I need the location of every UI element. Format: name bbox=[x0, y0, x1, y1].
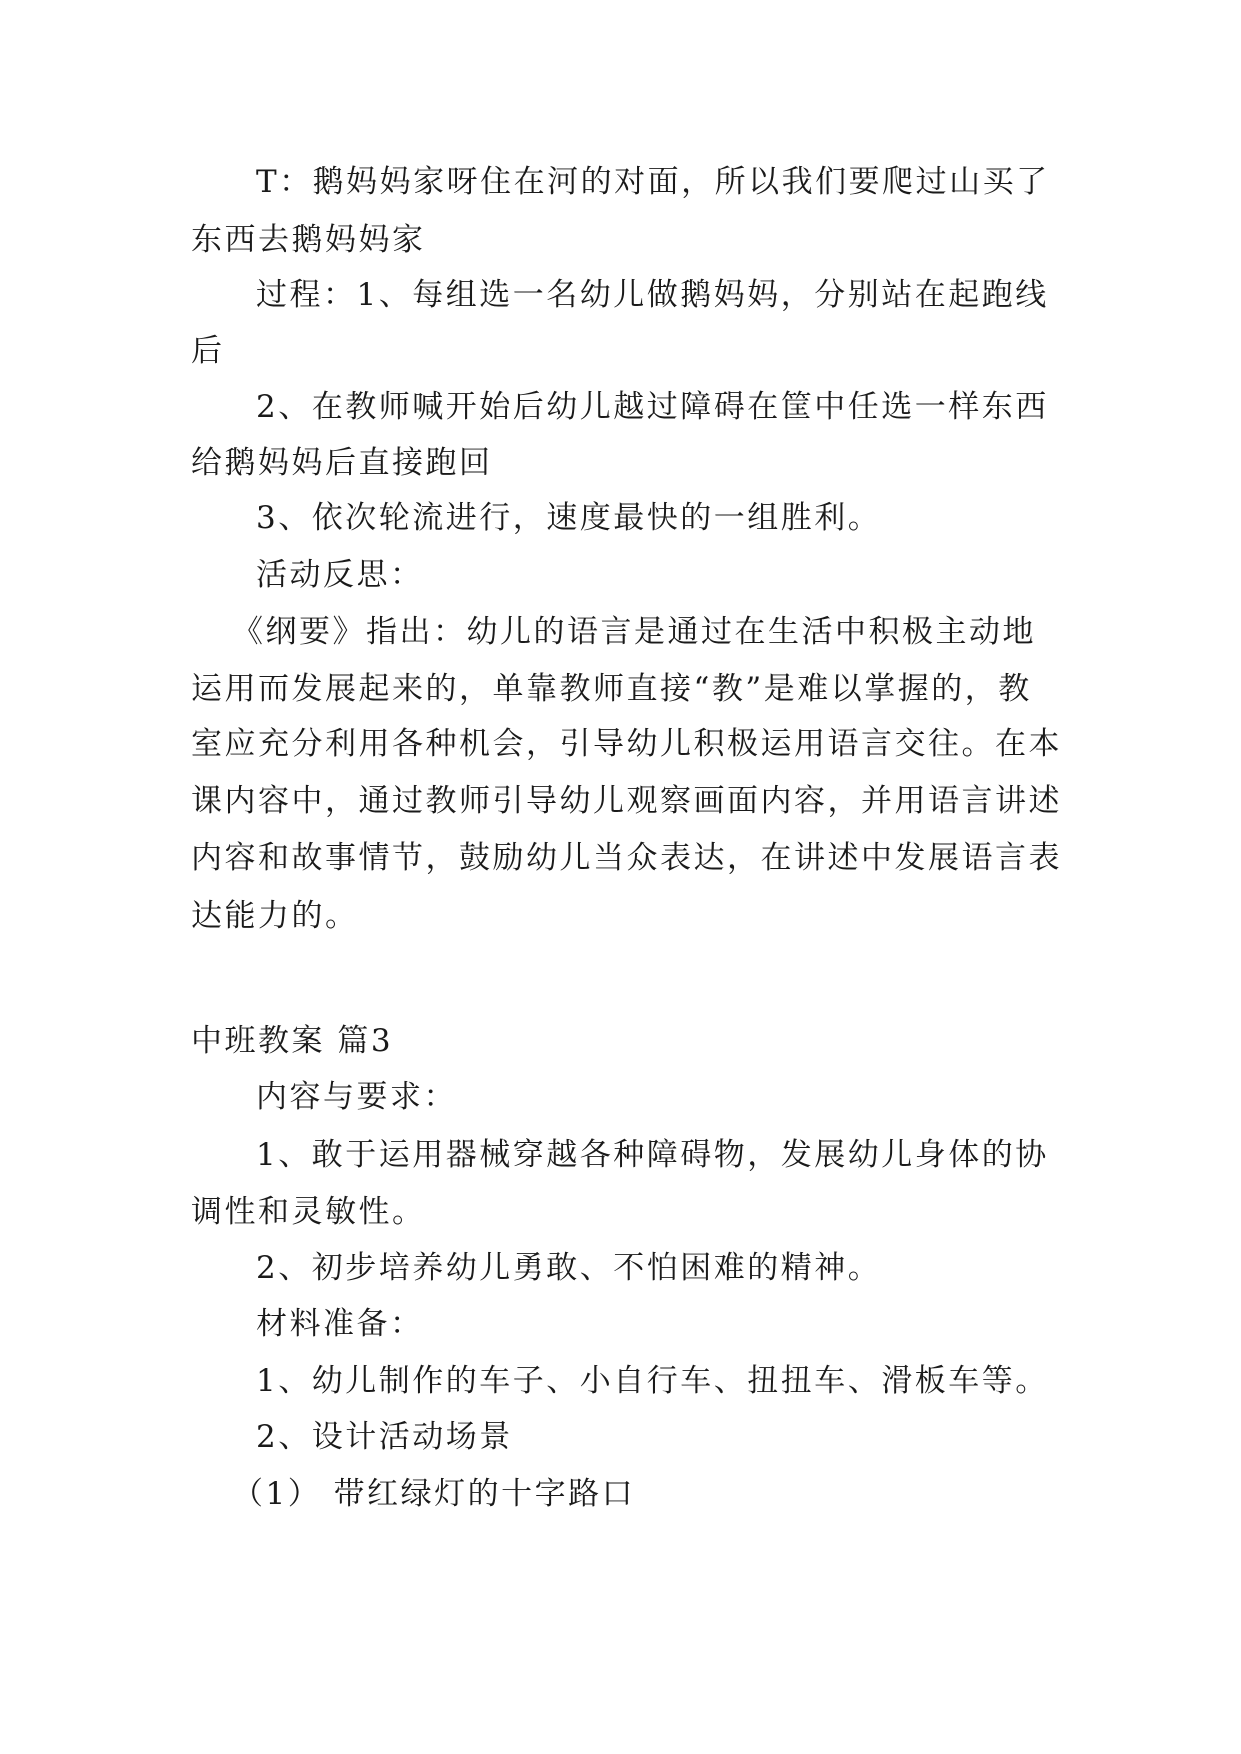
paragraph-line: 室应充分利用各种机会，引导幼儿积极运用语言交往。在本 bbox=[191, 726, 1062, 762]
paragraph-line: 材料准备： bbox=[256, 1306, 424, 1342]
section-heading: 中班教案 篇3 bbox=[191, 1023, 394, 1059]
paragraph-line: 内容与要求： bbox=[256, 1079, 457, 1115]
paragraph-line: （1） 带红绿灯的十字路口 bbox=[232, 1476, 636, 1512]
paragraph-line: T：鹅妈妈家呀住在河的对面，所以我们要爬过山买了 bbox=[256, 164, 1050, 200]
paragraph-line: 东西去鹅妈妈家 bbox=[191, 222, 426, 258]
paragraph-line: 1、幼儿制作的车子、小自行车、扭扭车、滑板车等。 bbox=[256, 1363, 1049, 1399]
paragraph-line: 后 bbox=[191, 333, 225, 369]
paragraph-line: 达能力的。 bbox=[191, 898, 359, 934]
paragraph-line: 过程：1、每组选一名幼儿做鹅妈妈，分别站在起跑线 bbox=[256, 277, 1049, 313]
paragraph-line: 活动反思： bbox=[256, 557, 424, 593]
paragraph-line: 2、初步培养幼儿勇敢、不怕困难的精神。 bbox=[256, 1250, 882, 1286]
paragraph-line: 调性和灵敏性。 bbox=[191, 1194, 426, 1230]
paragraph-line: 课内容中，通过教师引导幼儿观察画面内容，并用语言讲述 bbox=[191, 783, 1062, 819]
paragraph-line: 1、敢于运用器械穿越各种障碍物，发展幼儿身体的协 bbox=[256, 1137, 1049, 1173]
paragraph-line: 给鹅妈妈后直接跑回 bbox=[191, 445, 493, 481]
paragraph-line: 运用而发展起来的，单靠教师直接“教”是难以掌握的，教 bbox=[191, 671, 1032, 707]
paragraph-line: 内容和故事情节，鼓励幼儿当众表达，在讲述中发展语言表 bbox=[191, 840, 1062, 876]
paragraph-line: 2、在教师喊开始后幼儿越过障碍在筐中任选一样东西 bbox=[256, 389, 1049, 425]
paragraph-line: 《纲要》指出：幼儿的语言是通过在生活中积极主动地 bbox=[232, 614, 1036, 650]
paragraph-line: 3、依次轮流进行，速度最快的一组胜利。 bbox=[256, 500, 882, 536]
paragraph-line: 2、设计活动场景 bbox=[256, 1419, 513, 1455]
